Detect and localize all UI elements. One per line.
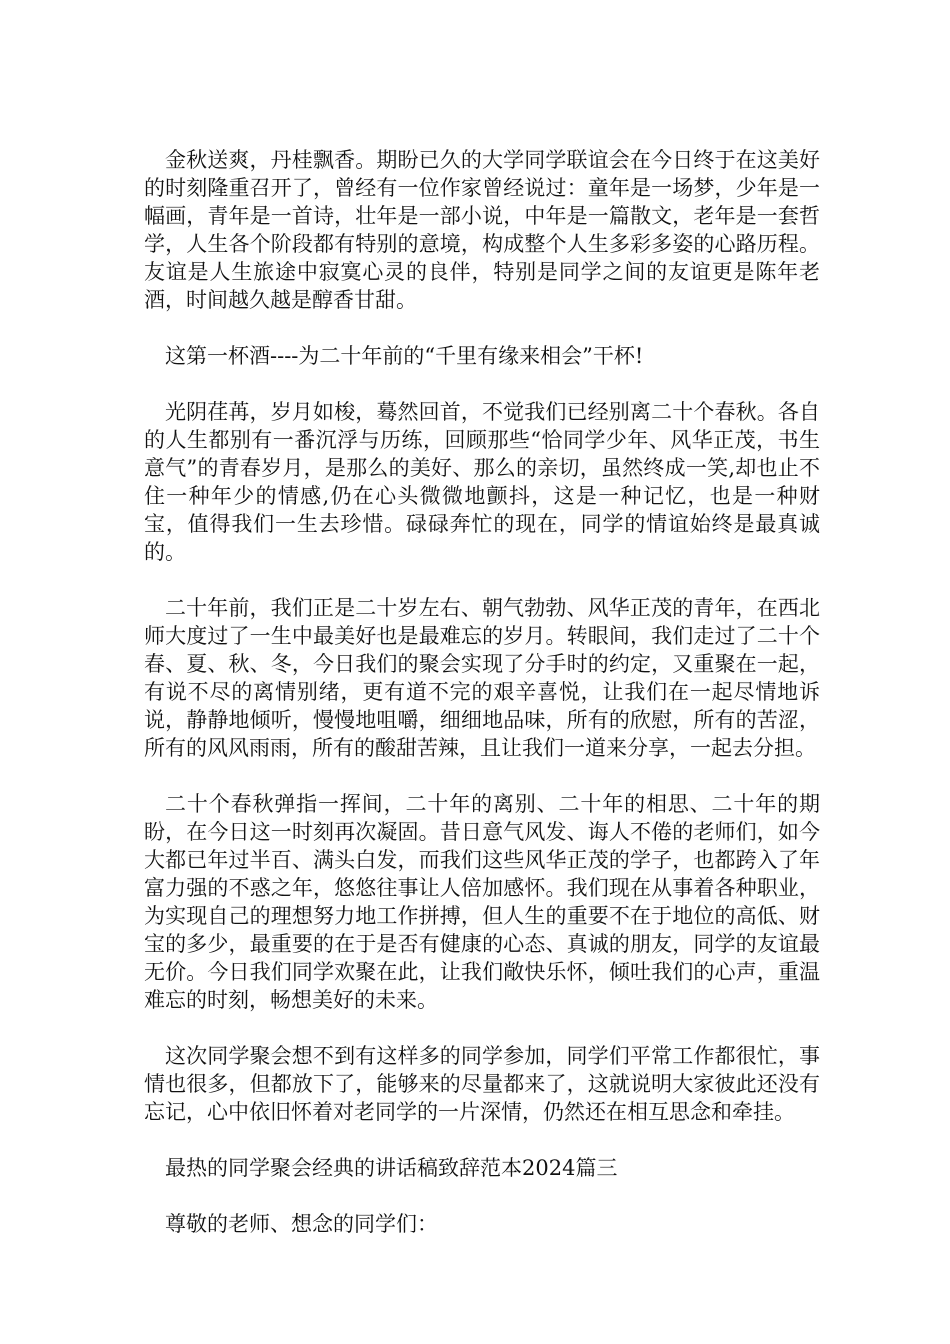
paragraph-gathering: 这次同学聚会想不到有这样多的同学参加，同学们平常工作都很忙，事情也很多，但都放下了，能够来的尽量都来了，这就说明大家彼此还没有忘记，心中依旧怀着对老同学的一片深情，仍然还在相互思念和牵挂。 (144, 1044, 820, 1124)
paragraph-time-passing: 光阴荏苒，岁月如梭，蓦然回首，不觉我们已经别离二十个春秋。各自的人生都别有一番沉浮与历练，回顾那些“恰同学少年、风华正茂，书生意气”的青春岁月，是那么的美好、那么的亲切，虽然终成一笑,却也止不住一种年少的情感,仍在心头微微地颤抖，这是一种记忆，也是一种财宝，值得我们一生去珍惜。碌碌奔忙的现在，同学的情谊始终是最真诚的。 (144, 400, 820, 564)
section-heading: 最热的同学聚会经典的讲话稿致辞范本2024篇三 (165, 1156, 618, 1180)
paragraph-opening: 金秋送爽，丹桂飘香。期盼已久的大学同学联谊会在今日终于在这美好的时刻隆重召开了，曾经有一位作家曾经说过：童年是一场梦，少年是一幅画，青年是一首诗，壮年是一部小说，中年是一篇散文，老年是一套哲学，人生各个阶段都有特别的意境，构成整个人生多彩多姿的心路历程。友谊是人生旅途中寂寞心灵的良伴，特别是同学之间的友谊更是陈年老酒，时间越久越是醇香甘甜。 (144, 148, 820, 312)
paragraph-twenty-years-ago: 二十年前，我们正是二十岁左右、朝气勃勃、风华正茂的青年，在西北师大度过了一生中最美好也是最难忘的岁月。转眼间，我们走过了二十个春、夏、秋、冬，今日我们的聚会实现了分手时的约定，又重聚在一起，有说不尽的离情别绪，更有道不完的艰辛喜悦，让我们在一起尽情地诉说，静静地倾听，慢慢地咀嚼，细细地品味，所有的欣慰，所有的苦涩，所有的风风雨雨，所有的酸甜苦辣，且让我们一道来分享，一起去分担。 (144, 596, 820, 760)
paragraph-twenty-springs: 二十个春秋弹指一挥间，二十年的离别、二十年的相思、二十年的期盼，在今日这一时刻再次凝固。昔日意气风发、诲人不倦的老师们，如今大都已年过半百、满头白发，而我们这些风华正茂的学子，也都跨入了年富力强的不惑之年，悠悠往事让人倍加感怀。我们现在从事着各种职业，为实现自己的理想努力地工作拼搏，但人生的重要不在于地位的高低、财宝的多少，最重要的在于是否有健康的心态、真诚的朋友，同学的友谊最无价。今日我们同学欢聚在此，让我们敞快乐怀，倾吐我们的心声，重温难忘的时刻，畅想美好的未来。 (144, 792, 820, 1012)
salutation: 尊敬的老师、想念的同学们： (165, 1212, 438, 1236)
document-page (144, 146, 820, 1238)
paragraph-first-toast: 这第一杯酒----为二十年前的“千里有缘来相会”干杯! (165, 344, 644, 368)
